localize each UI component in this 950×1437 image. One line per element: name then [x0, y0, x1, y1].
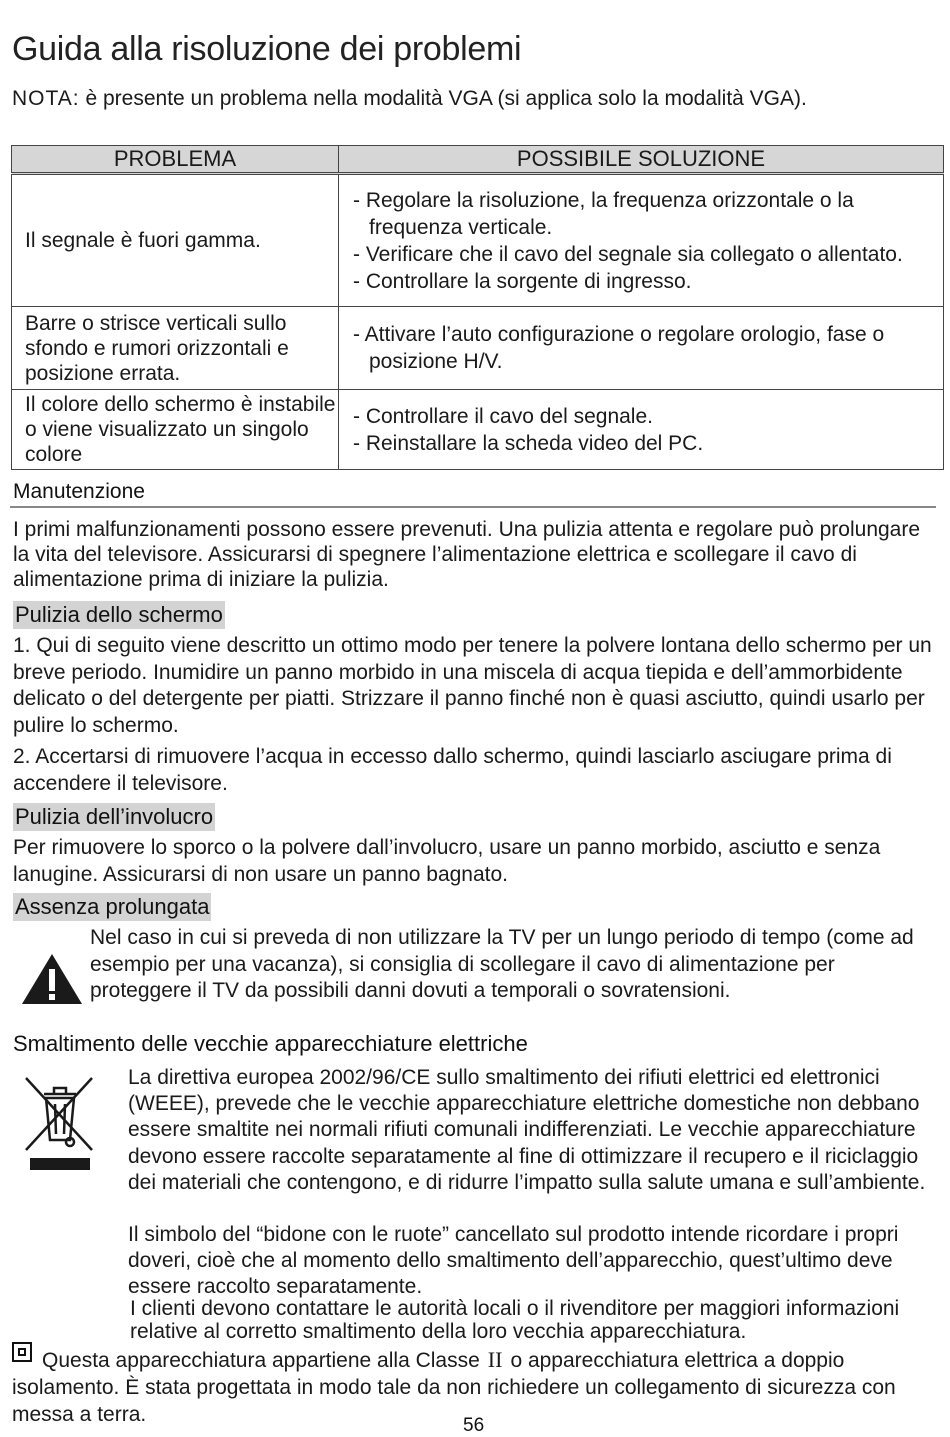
solution-line: - Verificare che il cavo del segnale sia collegato o allentato.	[353, 242, 903, 266]
section-divider	[10, 506, 936, 508]
maintenance-text: I primi malfunzionamenti possono essere prevenuti. Una pulizia attenta e regolare può prolungare la vita del televisore. Assicurarsi di spegnere l’alimentazione elettrica e scollegare il cavo di alimentazione prima di iniziare la pulizia.	[13, 518, 921, 591]
note-label: NOTA:	[12, 87, 80, 110]
solution-line: - Controllare il cavo del segnale.	[353, 404, 653, 428]
screen-cleaning-heading: Pulizia dello schermo	[15, 602, 223, 627]
screen-cleaning-step-1: 1. Qui di seguito viene descritto un ottimo modo per tenere la polvere lontana dello schermo per un breve periodo. Inumidire un panno morbido in una miscela di acqua tiepida e dell’ammorbidente delicato o del detergente per piatti. Strizzare il panno finché non è quasi asciutto, quindi usarlo per pulire lo schermo.	[13, 634, 932, 737]
absence-heading: Assenza prolungata	[15, 894, 210, 919]
maintenance-heading: Manutenzione	[13, 480, 145, 503]
troubleshooting-table	[11, 145, 944, 470]
problem-cell: Il segnale è fuori gamma.	[12, 174, 339, 307]
solution-cell	[339, 174, 944, 307]
page-title: Guida alla risoluzione dei problemi	[12, 30, 522, 68]
warning-triangle-icon	[20, 952, 84, 1006]
solution-cell	[339, 390, 944, 470]
disposal-heading: Smaltimento delle vecchie apparecchiature elettriche	[13, 1031, 528, 1056]
solution-cell	[339, 307, 944, 390]
screen-cleaning-step-2: 2. Accertarsi di rimuovere l’acqua in eccesso dallo schermo, quindi lasciarlo asciugare prima di accendere il televisore.	[13, 745, 892, 795]
solution-line: - Attivare l’auto configurazione o regolare orologio, fase o posizione H/V.	[353, 323, 885, 373]
table-header-row	[12, 146, 944, 174]
table-row	[12, 174, 944, 307]
solution-line: - Controllare la sorgente di ingresso.	[353, 269, 692, 293]
case-cleaning-text: Per rimuovere lo sporco o la polvere dall’involucro, usare un panno morbido, asciutto e senza lanugine. Assicurarsi di non usare un panno bagnato.	[13, 836, 881, 886]
note-paragraph	[12, 86, 942, 112]
disposal-text-3: I clienti devono contattare le autorità locali o il rivenditore per maggiori informazioni relative al corretto smaltimento della loro vecchia apparecchiatura.	[130, 1297, 900, 1343]
table-row	[12, 307, 944, 390]
header-problem: PROBLEMA	[12, 146, 339, 174]
problem-cell: Il colore dello schermo è instabile o viene visualizzato un singolo colore	[12, 390, 339, 470]
class-ii-text-after: o apparecchiatura elettrica a doppio isolamento. È stata progettata in modo tale da non richiedere un collegamento di sicurezza con messa a terra.	[12, 1349, 896, 1426]
class-ii-text	[12, 1346, 912, 1428]
table-row	[12, 390, 944, 470]
header-solution: POSSIBILE SOLUZIONE	[339, 146, 944, 174]
page-number: 56	[463, 1415, 485, 1436]
absence-text: Nel caso in cui si preveda di non utilizzare la TV per un lungo periodo di tempo (come ad esempio per una vacanza), si consiglia di scollegare il cavo di alimentazione per proteggere il TV da possibili danni dovuti a temporali o sovratensioni.	[90, 926, 914, 1002]
class-ii-roman: II	[487, 1347, 503, 1372]
solution-line: - Reinstallare la scheda video del PC.	[353, 431, 704, 455]
problem-cell: Barre o strisce verticali sullo sfondo e rumori orizzontali e posizione errata.	[12, 307, 339, 390]
disposal-text-1: La direttiva europea 2002/96/CE sullo smaltimento dei rifiuti elettrici ed elettronici (WEEE), prevede che le vecchie apparecchiature elettriche domestiche non debbano essere smaltite nei normali rifiuti comunali indifferenziati. Le vecchie apparecchiature devono essere raccolte separatamente al fine di ottimizzare il recupero e il riciclaggio dei materiali che contengono, e di ridurre l’impatto sulla salute umana e sull’ambiente.	[128, 1066, 926, 1194]
case-cleaning-heading: Pulizia dell’involucro	[15, 804, 214, 829]
class-ii-text-before: Questa apparecchiatura appartiene alla Classe	[42, 1349, 480, 1372]
solution-line: - Regolare la risoluzione, la frequenza orizzontale o la frequenza verticale.	[353, 188, 854, 239]
crossed-wheelie-bin-icon	[22, 1070, 98, 1174]
disposal-text-2: Il simbolo del “bidone con le ruote” cancellato sul prodotto intende ricordare i propri doveri, cioè che al momento dello smaltimento dell’apparecchio, quest’ultimo deve essere raccolto separatamente.	[128, 1223, 899, 1299]
note-text: è presente un problema nella modalità VGA (si applica solo la modalità VGA).	[85, 87, 807, 110]
